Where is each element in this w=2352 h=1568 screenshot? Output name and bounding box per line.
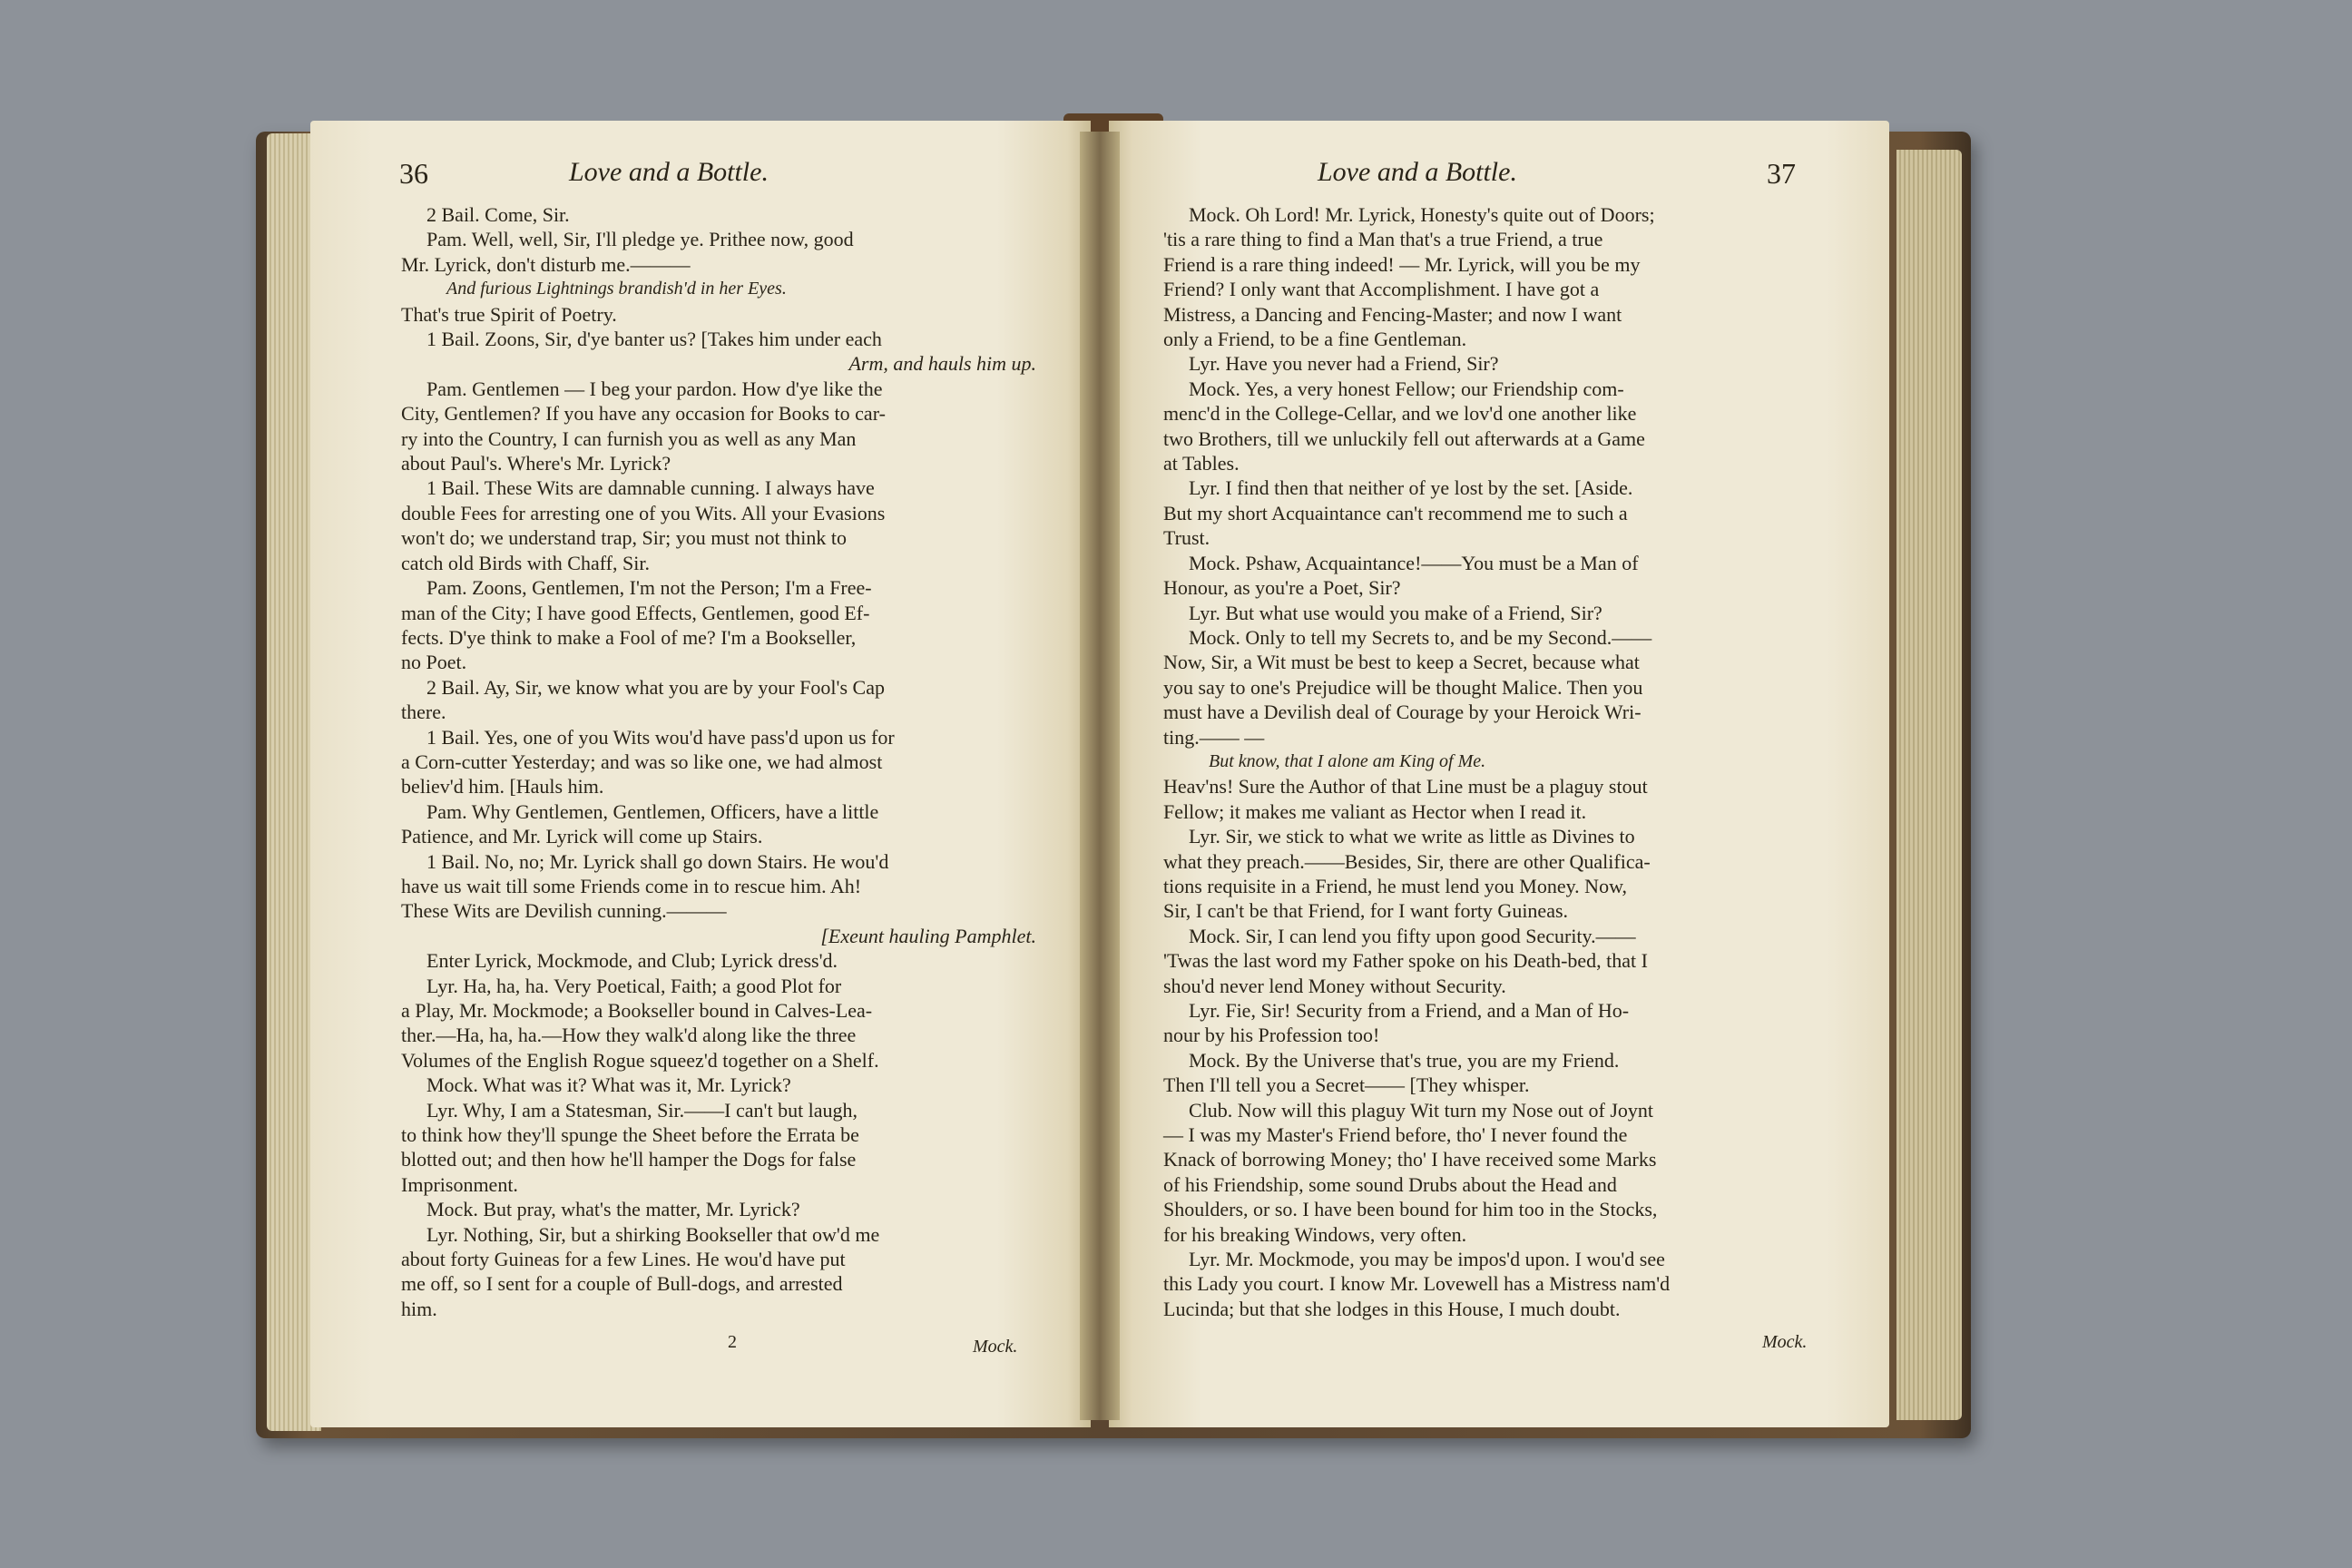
text-line: only a Friend, to be a fine Gentleman.	[1163, 328, 1467, 351]
text-line: Lyr. Ha, ha, ha. Very Poetical, Faith; a good Plot for	[426, 974, 842, 997]
text-line: of his Friendship, some sound Drubs about the Head and	[1163, 1172, 1617, 1196]
text-line: Pam. Gentlemen — I beg your pardon. How d'ye like the	[426, 377, 883, 400]
text-line: Lyr. Mr. Mockmode, you may be impos'd upon. I wou'd see	[1189, 1248, 1665, 1271]
text-line: blotted out; and then how he'll hamper the Dogs for false	[401, 1148, 857, 1171]
text-line: Sir, I can't be that Friend, for I want forty Guineas.	[1163, 899, 1569, 923]
text-line: Then I'll tell you a Secret—— [They whisper.	[1163, 1073, 1530, 1097]
text-line: menc'd in the College-Cellar, and we lov'd one another like	[1163, 402, 1637, 426]
text-line: ry into the Country, I can furnish you as well as any Man	[401, 426, 857, 450]
text-line: Club. Now will this plaguy Wit turn my Nose out of Joynt	[1189, 1098, 1654, 1122]
text-line: Friend? I only want that Accomplishment. I have got a	[1163, 278, 1600, 301]
text-line: That's true Spirit of Poetry.	[401, 302, 617, 326]
right-page	[1109, 121, 1889, 1427]
text-line: tions requisite in a Friend, he must lend you Money. Now,	[1163, 874, 1628, 897]
text-line: 'tis a rare thing to find a Man that's a true Friend, a true	[1163, 228, 1603, 251]
signature-mark: 2	[728, 1332, 737, 1352]
right-catchword: Mock.	[1762, 1332, 1808, 1352]
right-page-text	[1163, 202, 1821, 1321]
text-line: Lucinda; but that she lodges in this House, I much doubt.	[1163, 1297, 1621, 1320]
text-line: to think how they'll spunge the Sheet before the Errata be	[401, 1123, 859, 1147]
text-line: Mistress, a Dancing and Fencing-Master; and now I want	[1163, 302, 1622, 326]
text-line: two Brothers, till we unluckily fell out afterwards at a Game	[1163, 426, 1645, 450]
text-line: 2 Bail. Ay, Sir, we know what you are by your Fool's Cap	[426, 675, 885, 699]
open-book	[256, 113, 1971, 1443]
text-line: Pam. Well, well, Sir, I'll pledge ye. Prithee now, good	[426, 228, 854, 251]
left-page-text	[401, 202, 1036, 1321]
text-line: must have a Devilish deal of Courage by your Heroick Wri-	[1163, 701, 1642, 724]
text-line: Mock. But pray, what's the matter, Mr. Lyrick?	[426, 1198, 800, 1221]
text-line: at Tables.	[1163, 452, 1240, 475]
text-line: no Poet.	[401, 651, 467, 674]
text-line: Mock. Yes, a very honest Fellow; our Friendship com-	[1189, 377, 1624, 400]
text-line: Patience, and Mr. Lyrick will come up Stairs.	[401, 825, 763, 848]
text-line: Knack of borrowing Money; tho' I have received some Marks	[1163, 1148, 1657, 1171]
text-line: man of the City; I have good Effects, Gentlemen, good Ef-	[401, 601, 870, 624]
text-line: Trust.	[1163, 526, 1210, 550]
text-line: a Corn-cutter Yesterday; and was so like one, we had almost	[401, 750, 883, 773]
text-line: Now, Sir, a Wit must be best to keep a Secret, because what	[1163, 651, 1640, 674]
text-line: 1 Bail. No, no; Mr. Lyrick shall go down Stairs. He wou'd	[426, 849, 889, 873]
text-line: — I was my Master's Friend before, tho' I never found the	[1163, 1123, 1628, 1147]
text-line: believ'd him. [Hauls him.	[401, 775, 604, 799]
text-line: Mock. What was it? What was it, Mr. Lyrick?	[426, 1073, 791, 1097]
text-line: what they preach.——Besides, Sir, there are other Qualifica-	[1163, 849, 1651, 873]
page-edges-right	[1896, 150, 1962, 1420]
text-line: Shoulders, or so. I have been bound for him too in the Stocks,	[1163, 1198, 1658, 1221]
left-page	[310, 121, 1091, 1427]
text-line: 2 Bail. Come, Sir.	[426, 203, 570, 226]
text-line: But my short Acquaintance can't recommend me to such a	[1163, 501, 1628, 524]
text-line: Lyr. Nothing, Sir, but a shirking Bookseller that ow'd me	[426, 1222, 880, 1246]
text-line: Lyr. Have you never had a Friend, Sir?	[1189, 352, 1499, 376]
left-catchword: Mock.	[973, 1337, 1018, 1357]
text-line: Volumes of the English Rogue squeez'd together on a Shelf.	[401, 1048, 879, 1072]
text-line: you say to one's Prejudice will be thought Malice. Then you	[1163, 675, 1643, 699]
text-line: him.	[401, 1297, 437, 1320]
text-line: Mock. Oh Lord! Mr. Lyrick, Honesty's quite out of Doors;	[1189, 203, 1655, 226]
text-line: double Fees for arresting one of you Wits. All your Evasions	[401, 501, 886, 524]
text-line: have us wait till some Friends come in to rescue him. Ah!	[401, 874, 862, 897]
text-line: Lyr. Sir, we stick to what we write as little as Divines to	[1189, 825, 1635, 848]
text-line: catch old Birds with Chaff, Sir.	[401, 551, 650, 574]
text-line: Pam. Why Gentlemen, Gentlemen, Officers, have a little	[426, 799, 879, 823]
text-line: for his breaking Windows, very often.	[1163, 1222, 1467, 1246]
text-line: a Play, Mr. Mockmode; a Bookseller bound in Calves-Lea-	[401, 999, 873, 1022]
text-line: Mr. Lyrick, don't disturb me.———	[401, 252, 691, 276]
book-gutter	[1080, 132, 1120, 1420]
text-line: me off, so I sent for a couple of Bull-dogs, and arrested	[401, 1272, 843, 1296]
text-line: And furious Lightnings brandish'd in her Eyes.	[446, 279, 787, 299]
text-line: nour by his Profession too!	[1163, 1024, 1380, 1047]
text-line: won't do; we understand trap, Sir; you must not think to	[401, 526, 847, 550]
text-line: ting.—— —	[1163, 725, 1265, 749]
text-line: Mock. Pshaw, Acquaintance!——You must be a Man of	[1189, 551, 1639, 574]
text-line: Imprisonment.	[401, 1172, 518, 1196]
text-line: Arm, and hauls him up.	[848, 352, 1036, 376]
right-page-title: Love and a Bottle.	[1318, 157, 1517, 187]
text-line: These Wits are Devilish cunning.———	[401, 899, 727, 923]
left-page-number: 36	[399, 157, 428, 190]
text-line: Heav'ns! Sure the Author of that Line must be a plaguy stout	[1163, 775, 1648, 799]
right-running-head	[1109, 157, 1889, 202]
text-line: 'Twas the last word my Father spoke on his Death-bed, that I	[1163, 949, 1648, 973]
text-line: about forty Guineas for a few Lines. He wou'd have put	[401, 1248, 846, 1271]
text-line: 1 Bail. These Wits are damnable cunning. I always have	[426, 476, 875, 500]
text-line: [Exeunt hauling Pamphlet.	[820, 924, 1036, 947]
text-line: Mock. By the Universe that's true, you are my Friend.	[1189, 1048, 1620, 1072]
text-line: Lyr. Why, I am a Statesman, Sir.——I can't but laugh,	[426, 1098, 858, 1122]
left-page-title: Love and a Bottle.	[569, 157, 769, 187]
text-line: But know, that I alone am King of Me.	[1209, 750, 1486, 771]
text-line: Honour, as you're a Poet, Sir?	[1163, 576, 1401, 600]
text-line: Mock. Sir, I can lend you fifty upon good Security.——	[1189, 924, 1636, 947]
text-line: Enter Lyrick, Mockmode, and Club; Lyrick dress'd.	[426, 949, 838, 973]
text-line: fects. D'ye think to make a Fool of me? I'm a Bookseller,	[401, 625, 857, 649]
text-line: Fellow; it makes me valiant as Hector when I read it.	[1163, 799, 1587, 823]
text-line: Friend is a rare thing indeed! — Mr. Lyrick, will you be my	[1163, 252, 1641, 276]
text-line: City, Gentlemen? If you have any occasion for Books to car-	[401, 402, 886, 426]
text-line: there.	[401, 701, 446, 724]
text-line: ther.—Ha, ha, ha.—How they walk'd along like the three	[401, 1024, 857, 1047]
right-page-number: 37	[1767, 157, 1796, 190]
text-line: Lyr. I find then that neither of ye lost by the set. [Aside.	[1189, 476, 1633, 500]
text-line: 1 Bail. Zoons, Sir, d'ye banter us? [Takes him under each	[426, 328, 882, 351]
text-line: about Paul's. Where's Mr. Lyrick?	[401, 452, 671, 475]
text-line: shou'd never lend Money without Security.	[1163, 974, 1506, 997]
left-running-head	[310, 157, 1091, 202]
text-line: Pam. Zoons, Gentlemen, I'm not the Person; I'm a Free-	[426, 576, 872, 600]
text-line: this Lady you court. I know Mr. Lovewell has a Mistress nam'd	[1163, 1272, 1671, 1296]
text-line: Lyr. But what use would you make of a Friend, Sir?	[1189, 601, 1602, 624]
text-line: Mock. Only to tell my Secrets to, and be my Second.——	[1189, 625, 1652, 649]
text-line: 1 Bail. Yes, one of you Wits wou'd have pass'd upon us for	[426, 725, 895, 749]
text-line: Lyr. Fie, Sir! Security from a Friend, and a Man of Ho-	[1189, 999, 1630, 1022]
